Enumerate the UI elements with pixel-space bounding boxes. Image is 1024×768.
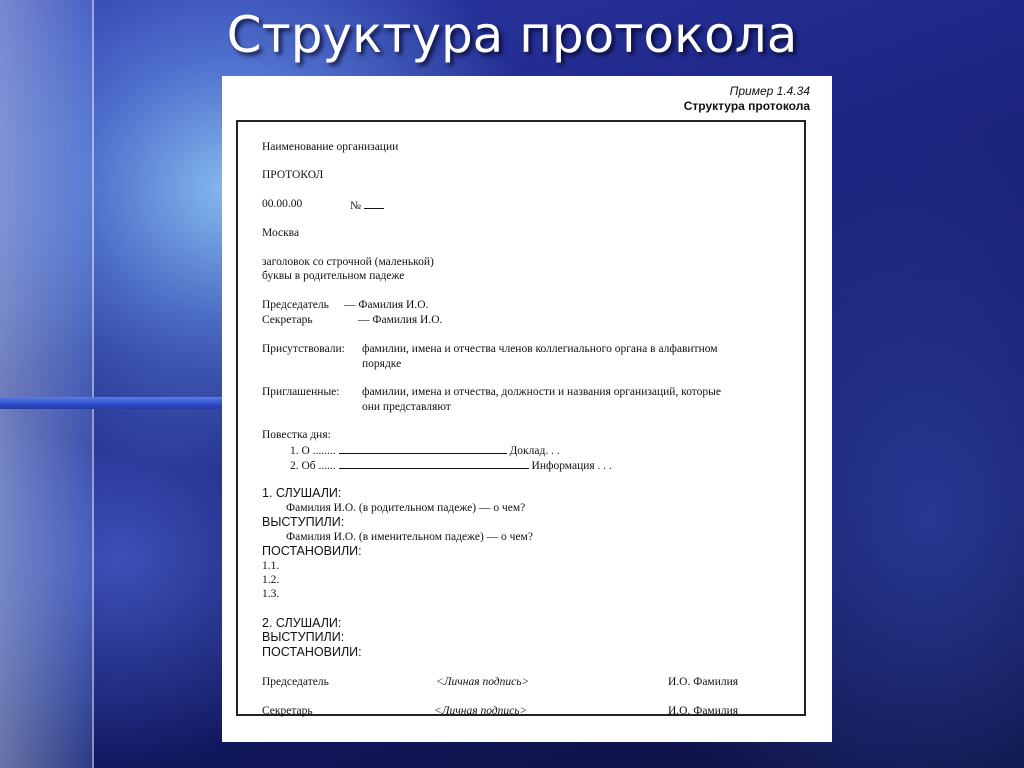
s1-point: 1.1.	[262, 560, 280, 572]
number-blank	[364, 197, 384, 209]
secretary-value: — Фамилия И.О.	[358, 314, 443, 326]
sig-secretary-sign: <Личная подпись>	[434, 705, 528, 717]
example-header	[684, 84, 810, 114]
example-number: Пример 1.4.34	[729, 84, 810, 98]
sig-chair-name: И.О. Фамилия	[668, 676, 739, 688]
s1-heard-detail: Фамилия И.О. (в родительном падеже) — о чем?	[286, 502, 526, 514]
sig-secretary-label: Секретарь	[262, 705, 313, 717]
left-decor-divider	[92, 0, 94, 768]
chair-label: Председатель	[262, 299, 329, 311]
present-label: Присутствовали:	[262, 343, 345, 355]
example-title: Структура протокола	[683, 99, 810, 113]
s1-decided: ПОСТАНОВИЛИ:	[262, 544, 362, 558]
agenda-item-tail: Доклад. . .	[509, 445, 560, 457]
s1-heard: 1. СЛУШАЛИ:	[262, 486, 342, 500]
sig-chair-label: Председатель	[262, 676, 329, 688]
secretary-label: Секретарь	[262, 314, 313, 326]
agenda-item-dots: ........	[312, 445, 336, 457]
agenda-blank	[339, 457, 529, 469]
agenda-item-dots: ......	[318, 460, 336, 472]
agenda-item	[290, 442, 560, 458]
slide-title: Структура протокола	[226, 6, 798, 64]
s1-spoke-detail: Фамилия И.О. (в именительном падеже) — о чем?	[286, 531, 533, 543]
s2-spoke: ВЫСТУПИЛИ:	[262, 630, 345, 644]
s2-decided: ПОСТАНОВИЛИ:	[262, 645, 362, 659]
agenda-item-num: 2. Об	[290, 460, 316, 472]
number-label: №	[350, 200, 361, 212]
present-line-1: фамилии, имена и отчества членов коллегиального органа в алфавитном	[362, 343, 718, 355]
s1-point: 1.2.	[262, 574, 280, 586]
chair-value: — Фамилия И.О.	[344, 299, 429, 311]
sig-secretary-name: И.О. Фамилия	[668, 705, 739, 717]
org-name: Наименование организации	[262, 141, 399, 153]
invited-line-1: фамилии, имена и отчества, должности и названия организаций, которые	[362, 386, 722, 398]
invited-label: Приглашенные:	[262, 386, 340, 398]
protocol-frame	[236, 120, 806, 716]
horizontal-decor-bar	[0, 397, 222, 409]
s1-point: 1.3.	[262, 588, 280, 600]
left-decor-panel	[0, 0, 92, 768]
doc-date: 00.00.00	[262, 198, 303, 210]
present-line-2: порядке	[362, 358, 402, 370]
doc-type: ПРОТОКОЛ	[262, 169, 324, 181]
agenda-label: Повестка дня:	[262, 429, 331, 441]
sig-chair-sign: <Личная подпись>	[436, 676, 530, 688]
agenda-item	[290, 457, 612, 473]
doc-number	[350, 197, 384, 213]
heading-line-2: буквы в родительном падеже	[262, 270, 405, 282]
s1-spoke: ВЫСТУПИЛИ:	[262, 515, 345, 529]
agenda-item-tail: Информация . . .	[531, 460, 612, 472]
heading-line-1: заголовок со строчной (маленькой)	[262, 256, 434, 268]
doc-place: Москва	[262, 227, 300, 239]
agenda-blank	[339, 442, 507, 454]
s2-heard: 2. СЛУШАЛИ:	[262, 616, 342, 630]
agenda-item-num: 1. О	[290, 445, 310, 457]
document-sheet	[222, 76, 832, 742]
invited-line-2: они представляют	[362, 401, 451, 413]
